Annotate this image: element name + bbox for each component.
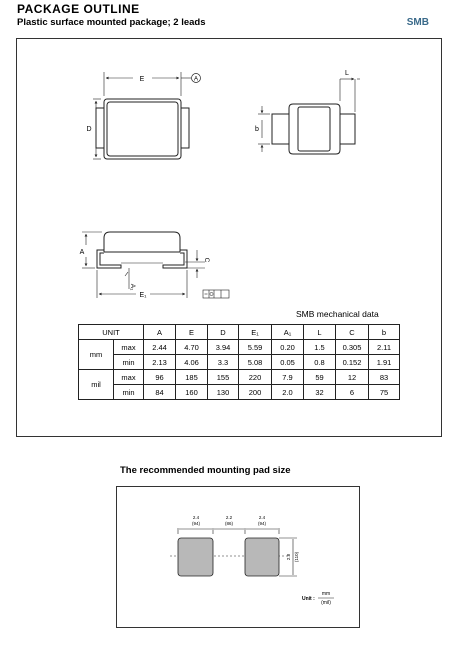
label-E1: E₁ bbox=[139, 292, 147, 299]
col-header: b bbox=[369, 325, 400, 340]
top-view bbox=[93, 72, 201, 159]
table-cell: 155 bbox=[208, 370, 239, 385]
col-header: A bbox=[144, 325, 176, 340]
table-cell: 2.11 bbox=[369, 340, 400, 355]
page-subtitle: Plastic surface mounted package; 2 leads bbox=[17, 17, 206, 28]
table-cell: 1.91 bbox=[369, 355, 400, 370]
dim-pad-width-mm: 2.4 bbox=[192, 515, 200, 520]
table-cell: 200 bbox=[239, 385, 272, 400]
dim-gap-mil: (86) bbox=[224, 521, 234, 526]
table-cell: 96 bbox=[144, 370, 176, 385]
table-cell: 2.13 bbox=[144, 355, 176, 370]
table-cell: 2.44 bbox=[144, 340, 176, 355]
row-label: min bbox=[114, 355, 144, 370]
table-cell: 3.3 bbox=[208, 355, 239, 370]
row-label: max bbox=[114, 370, 144, 385]
dim-gap-mm: 2.2 bbox=[225, 515, 233, 520]
table-cell: 75 bbox=[369, 385, 400, 400]
unit-header: UNIT bbox=[79, 325, 144, 340]
dim-height-mm: 2.8 bbox=[286, 553, 291, 561]
side-view bbox=[258, 79, 360, 154]
table-cell: 83 bbox=[369, 370, 400, 385]
col-header: E₁ bbox=[239, 325, 272, 340]
mounting-pad-drawing bbox=[0, 486, 459, 628]
table-cell: 84 bbox=[144, 385, 176, 400]
table-cell: 6 bbox=[336, 385, 369, 400]
table-row bbox=[79, 385, 400, 400]
label-D: D bbox=[86, 126, 92, 133]
col-header: A₁ bbox=[272, 325, 304, 340]
table-cell: 12 bbox=[336, 370, 369, 385]
table-row bbox=[79, 355, 400, 370]
table-cell: 130 bbox=[208, 385, 239, 400]
col-header: L bbox=[304, 325, 336, 340]
table-row bbox=[79, 370, 400, 385]
col-header: C bbox=[336, 325, 369, 340]
table-cell: 59 bbox=[304, 370, 336, 385]
page-title: PACKAGE OUTLINE bbox=[17, 2, 140, 16]
dim-pad-width2-mm: 2.4 bbox=[258, 515, 266, 520]
table-cell: 0.152 bbox=[336, 355, 369, 370]
dim-pad-width2-mil: (94) bbox=[257, 521, 267, 526]
table-cell: 5.59 bbox=[239, 340, 272, 355]
table-cell: 4.70 bbox=[176, 340, 208, 355]
mounting-pad-left bbox=[178, 538, 213, 576]
table-cell: 32 bbox=[304, 385, 336, 400]
label-A1: A₁ bbox=[129, 283, 136, 291]
table-caption: SMB mechanical data bbox=[296, 309, 379, 319]
table-cell: 0.20 bbox=[272, 340, 304, 355]
mechanical-data-table bbox=[78, 324, 400, 400]
unit-numerator: mm bbox=[321, 591, 331, 597]
package-code: SMB bbox=[406, 17, 429, 28]
unit-cell: mil bbox=[79, 370, 114, 400]
front-view bbox=[79, 232, 229, 298]
unit-label: Unit : bbox=[302, 596, 315, 602]
label-L: L bbox=[345, 70, 349, 77]
table-cell: 0.05 bbox=[272, 355, 304, 370]
label-C: C bbox=[203, 257, 210, 263]
dim-pad-width-mil: (94) bbox=[191, 521, 201, 526]
dim-height-mil: (110) bbox=[294, 551, 299, 563]
row-label: min bbox=[114, 385, 144, 400]
unit-denominator: (mil) bbox=[321, 600, 331, 606]
table-row bbox=[79, 340, 400, 355]
table-cell: 3.94 bbox=[208, 340, 239, 355]
row-label: max bbox=[114, 340, 144, 355]
table-cell: 0.305 bbox=[336, 340, 369, 355]
col-header: E bbox=[176, 325, 208, 340]
col-header: D bbox=[208, 325, 239, 340]
table-cell: 160 bbox=[176, 385, 208, 400]
table-cell: 1.5 bbox=[304, 340, 336, 355]
table-cell: 2.0 bbox=[272, 385, 304, 400]
table-cell: 5.08 bbox=[239, 355, 272, 370]
mounting-pad-title: The recommended mounting pad size bbox=[120, 465, 291, 476]
label-b: b bbox=[255, 126, 259, 133]
label-A: A bbox=[79, 249, 85, 256]
table-cell: 220 bbox=[239, 370, 272, 385]
table-cell: 0.8 bbox=[304, 355, 336, 370]
unit-cell: mm bbox=[79, 340, 114, 370]
table-header-row bbox=[79, 325, 400, 340]
mounting-pad-right bbox=[245, 538, 279, 576]
label-E: E bbox=[139, 76, 145, 83]
table-cell: 4.06 bbox=[176, 355, 208, 370]
table-cell: 7.9 bbox=[272, 370, 304, 385]
label-A-circle: A bbox=[193, 76, 199, 83]
table-cell: 185 bbox=[176, 370, 208, 385]
